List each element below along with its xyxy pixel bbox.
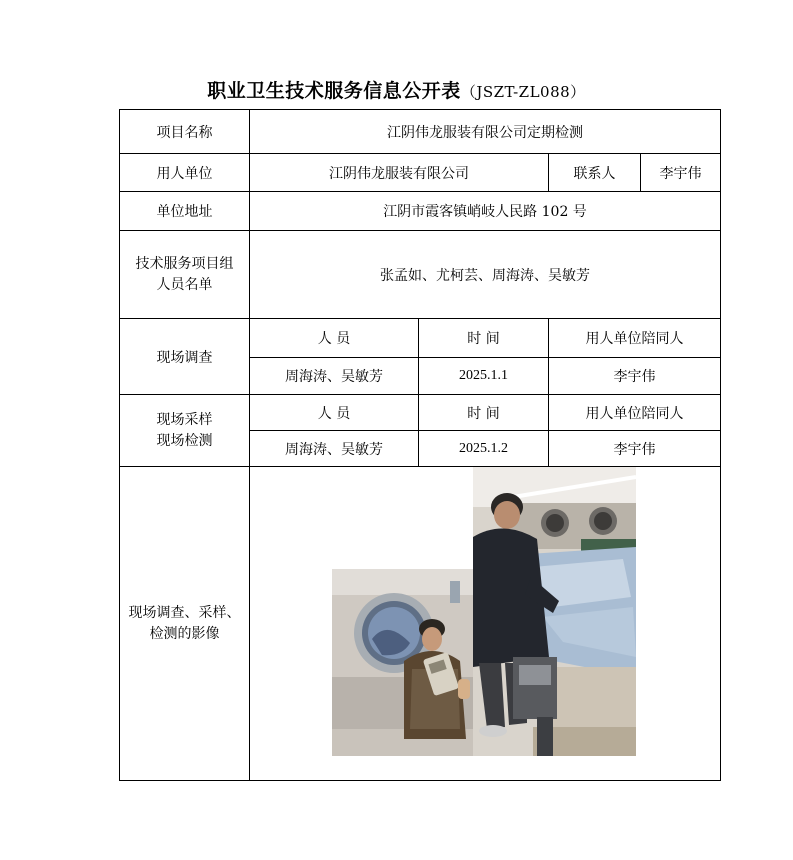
title-code: （JSZT-ZL088） [460,83,586,101]
address-value: 江阴市霞客镇峭岐人民路 102 号 [250,192,721,231]
site-photo-workshop [473,467,636,756]
team-value: 张孟如、尤柯芸、周海涛、吴敏芳 [250,231,721,319]
survey-header-row [120,319,721,358]
sampling-header-escort: 用人单位陪同人 [549,395,721,431]
survey-header-people: 人 员 [250,319,419,358]
sampling-header-row [120,395,721,431]
sampling-escort: 李宇伟 [549,431,721,467]
survey-people: 周海涛、吴敏芳 [250,358,419,395]
survey-date: 2025.1.1 [419,358,549,395]
employer-row [120,154,721,192]
survey-header-escort: 用人单位陪同人 [549,319,721,358]
sampling-people: 周海涛、吴敏芳 [250,431,419,467]
contact-value: 李宇伟 [641,154,721,192]
images-cell [250,467,721,781]
info-table [119,109,721,781]
images-label: 现场调查、采样、检测的影像 [120,467,250,781]
address-row [120,192,721,231]
employer-value: 江阴伟龙服装有限公司 [250,154,549,192]
address-label: 单位地址 [120,192,250,231]
project-value: 江阴伟龙服装有限公司定期检测 [250,110,721,154]
survey-label: 现场调查 [120,319,250,395]
sampling-header-people: 人 员 [250,395,419,431]
title-main: 职业卫生技术服务信息公开表 [207,80,461,102]
project-row [120,110,721,154]
project-label: 项目名称 [120,110,250,154]
survey-escort: 李宇伟 [549,358,721,395]
sampling-header-time: 时 间 [419,395,549,431]
images-row [120,467,721,781]
sampling-label: 现场采样现场检测 [120,395,250,467]
team-row [120,231,721,319]
photo-area [250,467,720,780]
team-label: 技术服务项目组人员名单 [120,231,250,319]
site-photo-washer [332,569,473,756]
sampling-date: 2025.1.2 [419,431,549,467]
page-title [0,76,793,103]
contact-label: 联系人 [549,154,641,192]
employer-label: 用人单位 [120,154,250,192]
survey-header-time: 时 间 [419,319,549,358]
